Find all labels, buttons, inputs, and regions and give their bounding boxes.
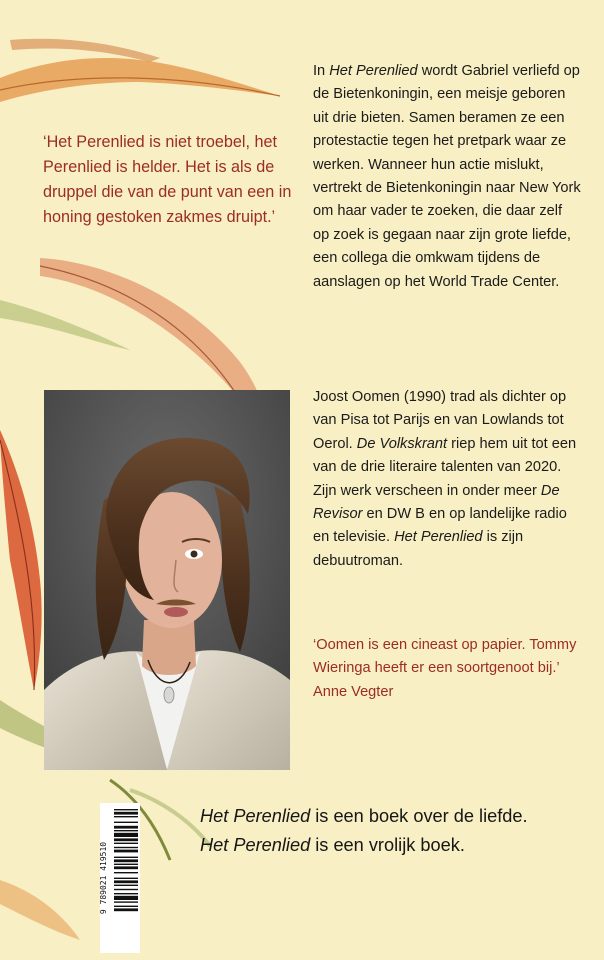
barcode-bar [114,872,138,873]
barcode-graphic [100,803,140,953]
tagline-title-2: Het Perenlied [200,834,311,855]
blurb-text: wordt Gabriel verliefd op de Bietenkoningin, een meisje geboren uit drie bieten. Samen beramen ze een protestactie tegen het pretpark waar ze werken. Wanneer hun actie mislukt, vertrekt de Bietenkoningin naar New York om haar vader te zoeken, die daar zelf op zoek is gegaan naar zijn grote liefde, een collega die omkwam tijdens de aanslagen op het World Trade Center. [313,63,581,290]
author-bio [313,386,581,573]
bio-text-1: Joost Oomen (1990) trad als dichter op van Pisa tot Parijs en van Lowlands tot Oerol. [313,389,567,452]
barcode-bar [114,859,138,862]
barcode-bar [114,816,138,817]
blurb-intro: In [313,63,330,79]
bio-book-title: Het Perenlied [394,529,483,546]
barcode-bar [114,906,138,907]
barcode-bar [114,857,138,858]
barcode-bar [114,822,138,823]
barcode-bar [114,833,138,837]
author-portrait-illustration [44,390,290,770]
barcode-bar [114,866,138,869]
tagline-text-1: is een boek over de liefde. [310,806,528,826]
barcode-bar [114,901,138,902]
book-blurb [313,60,581,294]
barcode-bar [114,826,138,829]
barcode-bar [114,843,138,844]
barcode-bar [114,812,138,815]
bio-text-4: is zijn debuutroman. [313,529,524,569]
bio-text-2: riep hem uit tot een van de drie literaire talenten van 2020. Zijn werk verscheen in onder meer [313,435,577,499]
review-quote: ‘Oomen is een cineast op papier. Tommy Wieringa heeft er een soortgenoot bij.’ Anne Vegter [313,637,577,700]
barcode-bar [114,850,138,853]
barcode-bar [114,847,138,848]
barcode-bar [114,878,138,879]
bio-revisor: De Revisor [313,482,560,523]
tagline-title-1: Het Perenlied [200,806,311,826]
barcode-bar [114,864,138,865]
barcode-bar [114,809,138,810]
tagline-text-2: is een vrolijk boek. [310,834,465,855]
barcode-bar [114,908,138,911]
barcode-number: 9 789021 419510 [99,841,108,915]
barcode-bar [114,830,138,831]
barcode-bar [114,889,138,890]
bio-text-3: en DW B en op landelijke radio en televisie. [313,506,567,546]
pull-quote: ‘Het Perenlied is niet troebel, het Perenlied is helder. Het is als de druppel die van de punt van een in honing gestoken zakmes druipt.’ [43,133,292,226]
tagline [200,802,600,859]
barcode-bar [114,893,138,894]
bio-volkskrant: De Volkskrant [356,435,448,452]
blurb-book-title: Het Perenlied [329,63,418,79]
barcode-bar [114,885,138,886]
author-photo [44,390,290,770]
barcode-bar [114,880,138,883]
isbn-barcode [100,803,140,953]
barcode-bar [114,838,138,841]
barcode-bar [114,896,138,900]
